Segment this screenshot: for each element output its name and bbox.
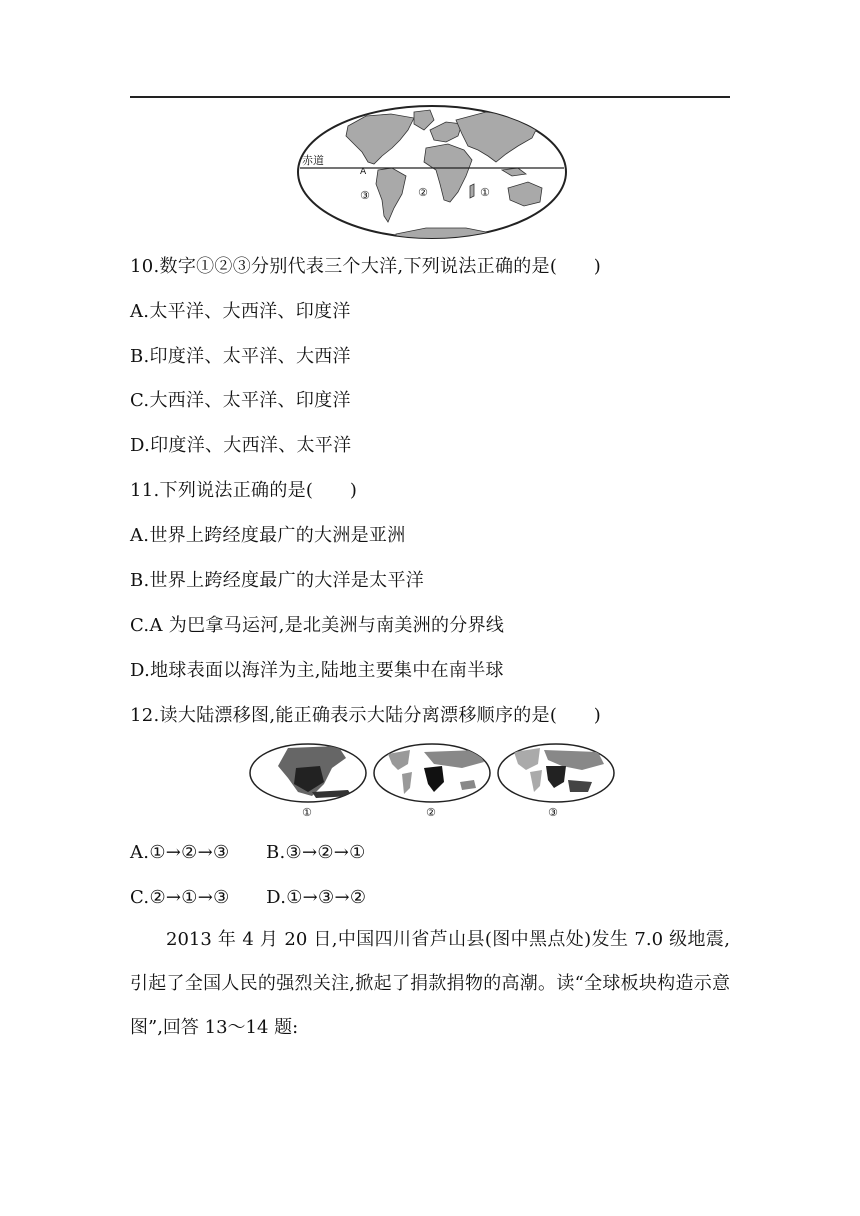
madagascar-shape xyxy=(470,184,474,198)
q10-stem: 10.数字①②③分别代表三个大洋,下列说法正确的是( ) xyxy=(130,256,602,277)
drift-maps-svg xyxy=(248,742,618,804)
q10-option-a: A.太平洋、大西洋、印度洋 xyxy=(130,301,351,322)
q10-option-c: C.大西洋、太平洋、印度洋 xyxy=(130,390,351,411)
passage-text: 2013 年 4 月 20 日,中国四川省芦山县(图中黑点处)发生 7.0 级地震,引起了全国人民的强烈关注,掀起了捐款捐物的高潮。读“全球板块构造示意图”,回答 13～14 题: xyxy=(130,929,730,1038)
world-map-svg xyxy=(296,104,568,240)
world-map-figure xyxy=(296,104,568,240)
q11-option-a: A.世界上跨经度最广的大洲是亚洲 xyxy=(130,525,406,546)
q12-options-row2: C.②→①→③ D.①→③→② xyxy=(130,887,367,908)
drift-label-3: ③ xyxy=(548,806,558,819)
q10-option-b: B.印度洋、太平洋、大西洋 xyxy=(130,346,351,367)
q11-option-c: C.A 为巴拿马运河,是北美洲与南美洲的分界线 xyxy=(130,615,505,636)
header-rule xyxy=(130,96,730,98)
ocean-label-2: ② xyxy=(418,186,428,199)
point-a-label: A xyxy=(360,167,367,177)
q12-stem: 12.读大陆漂移图,能正确表示大陆分离漂移顺序的是( ) xyxy=(130,705,602,726)
drift-map-3 xyxy=(498,744,614,802)
ocean-label-1: ① xyxy=(480,186,490,199)
drift-label-1: ① xyxy=(302,806,312,819)
equator-label: 赤道 xyxy=(302,154,324,167)
q11-stem: 11.下列说法正确的是( ) xyxy=(130,480,358,501)
q10-option-d: D.印度洋、大西洋、太平洋 xyxy=(130,435,352,456)
drift-label-2: ② xyxy=(426,806,436,819)
q12-options-row1: A.①→②→③ B.③→②→① xyxy=(130,842,366,863)
drift-map-2 xyxy=(374,744,490,802)
ocean-label-3: ③ xyxy=(360,189,370,202)
drift-map-1 xyxy=(250,744,366,802)
q11-option-d: D.地球表面以海洋为主,陆地主要集中在南半球 xyxy=(130,660,504,681)
q11-option-b: B.世界上跨经度最广的大洋是太平洋 xyxy=(130,570,425,591)
